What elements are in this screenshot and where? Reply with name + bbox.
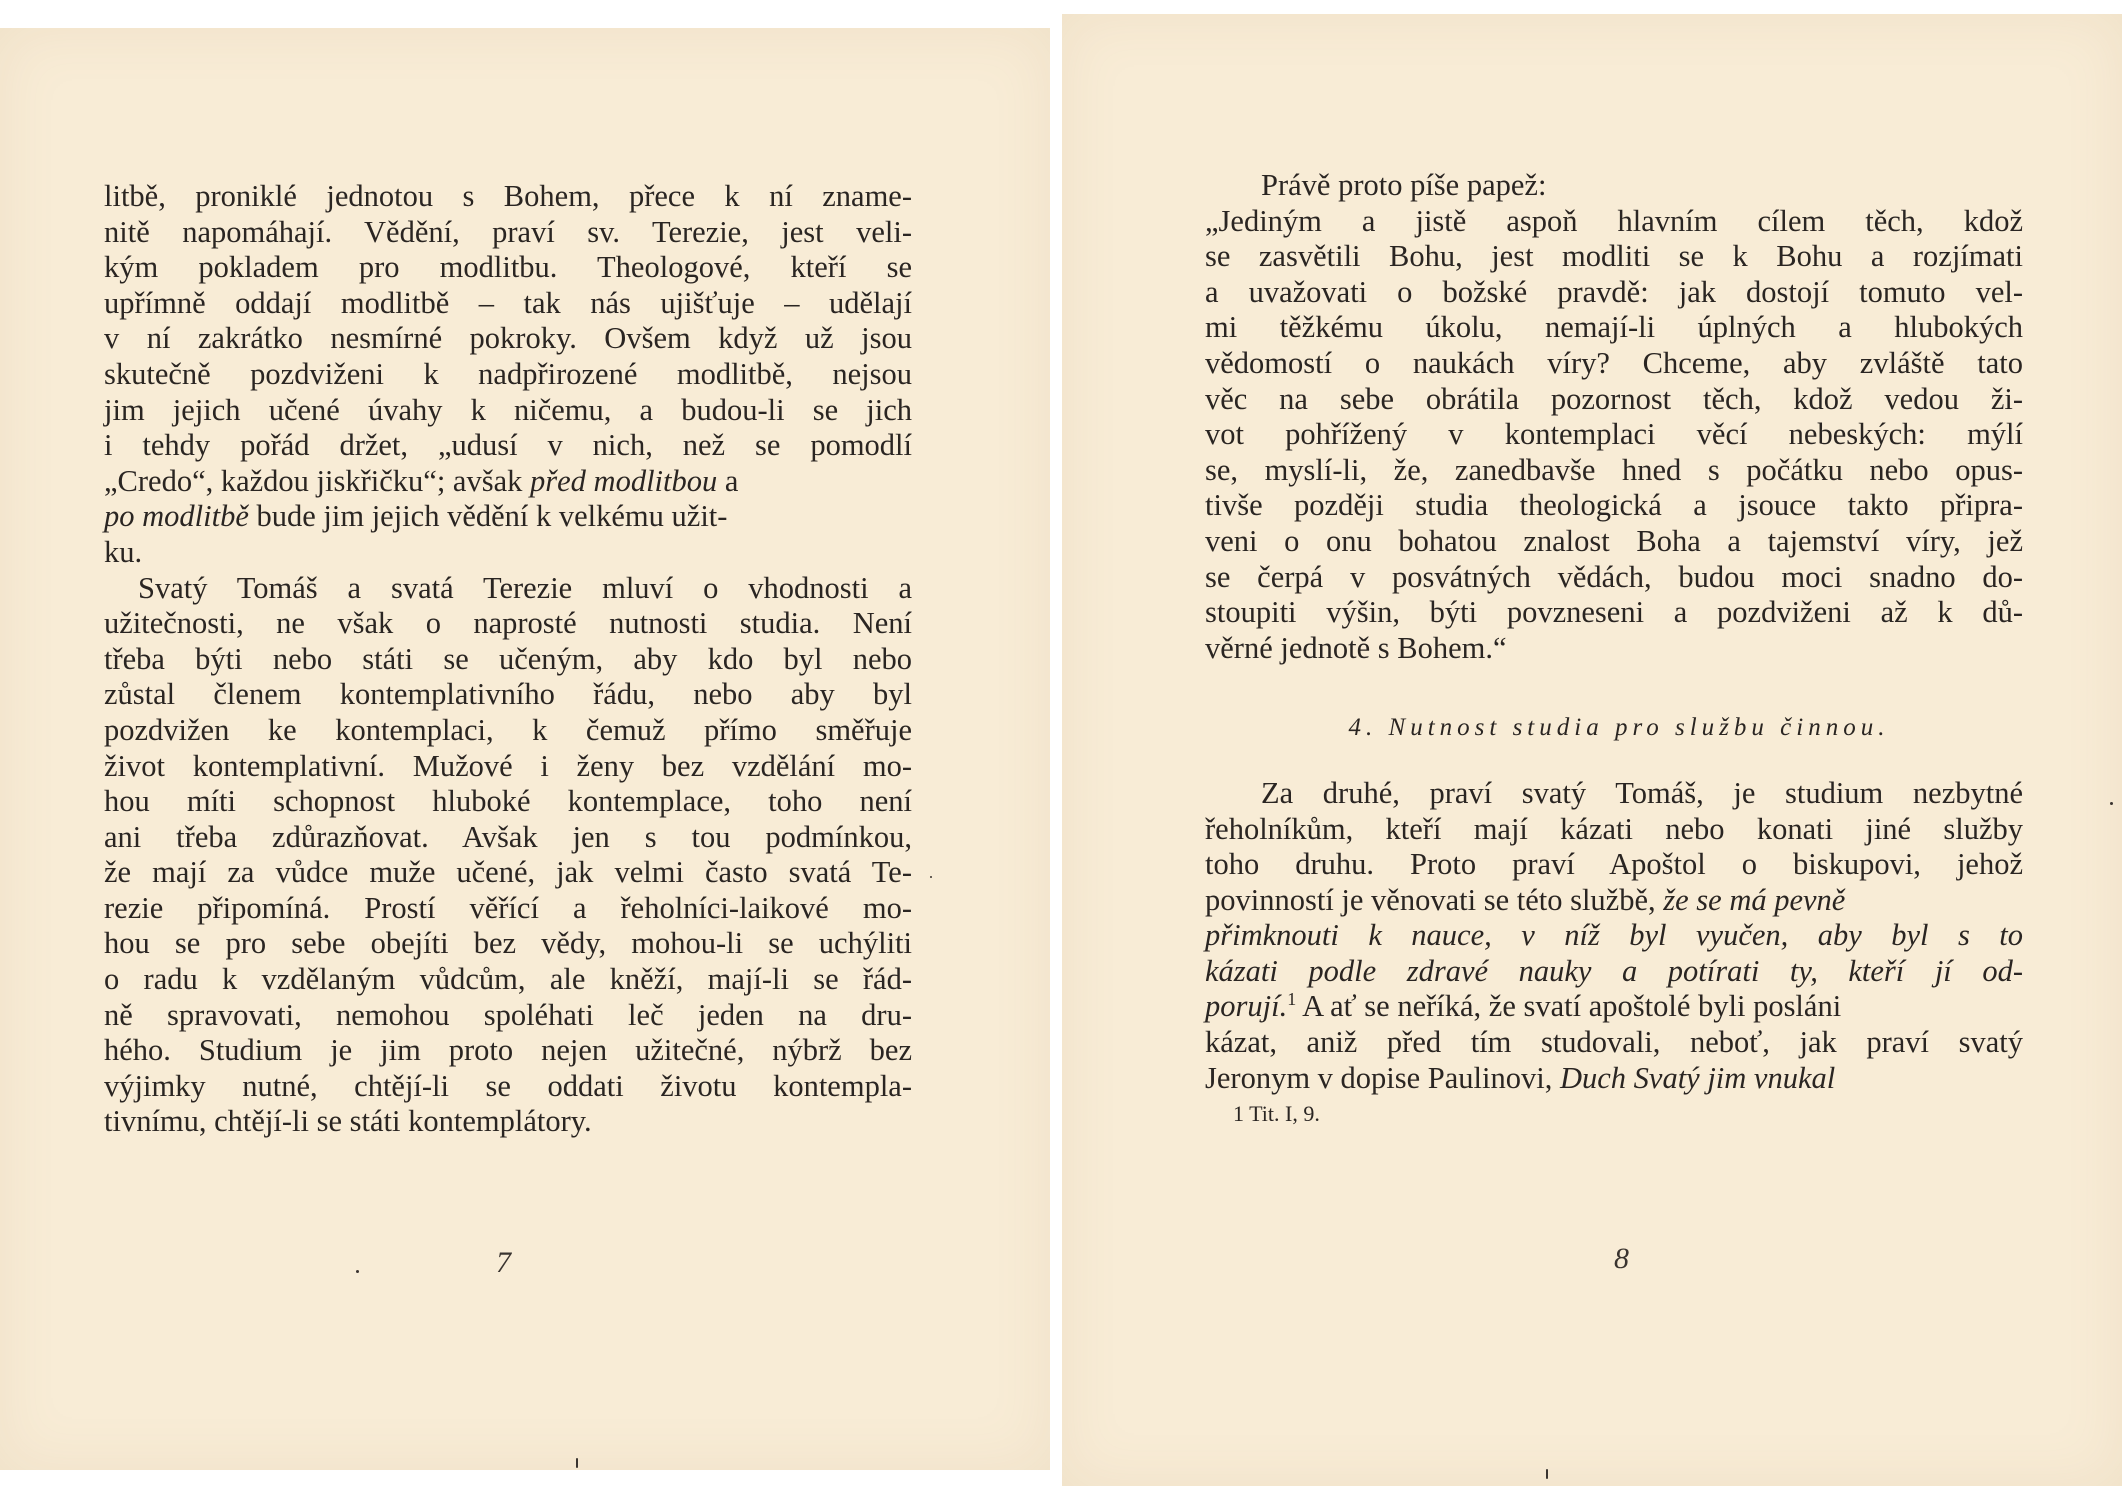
text-line: tivše později studia theologická a jsouce takto připra- bbox=[1205, 488, 2023, 523]
print-speck bbox=[1546, 1469, 1548, 1479]
text-segment: „Credo“, každou jiskřičku“; avšak bbox=[104, 463, 531, 498]
text-line: hého. Studium je jim proto nejen užitečné, nýbrž bez bbox=[104, 1033, 912, 1068]
text-line: hou míti schopnost hluboké kontemplace, toho není bbox=[104, 784, 912, 819]
text-segment: bude jim jejich vědění k velkému užit- bbox=[248, 499, 728, 534]
text-line: kázat, aniž před tím studovali, neboť, jak praví svatý bbox=[1205, 1025, 2023, 1060]
text-line: litbě, proniklé jednotou s Bohem, přece k ní zname- bbox=[104, 179, 912, 213]
text-line bbox=[1205, 1061, 2023, 1097]
text-line: věc na sebe obrátila pozornost těch, kdož vedou ži- bbox=[1205, 381, 2023, 416]
text-line: zůstal členem kontemplativního řádu, nebo aby byl bbox=[104, 677, 912, 712]
text-line: tivnímu, chtějí-li se státi kontemplátory. bbox=[104, 1104, 592, 1139]
italic-phrase: Duch Svatý jim vnukal bbox=[1559, 1060, 1836, 1095]
section-spacer bbox=[1205, 746, 2023, 776]
text-line: Za druhé, praví svatý Tomáš, je studium nezbytné bbox=[1261, 775, 2023, 810]
text-line: že mají za vůdce muže učené, jak velmi často svatá Te- bbox=[104, 855, 912, 890]
text-line: stoupiti výšin, býti povzneseni a pozdviženi až k dů- bbox=[1205, 595, 2023, 630]
text-line: věrné jednotě s Bohem.“ bbox=[1205, 630, 1507, 665]
text-line: kým pokladem pro modlitbu. Theologové, kteří se bbox=[104, 250, 912, 285]
italic-phrase: před modlitbou bbox=[530, 463, 718, 498]
right-page bbox=[1062, 14, 2122, 1486]
text-line: výjimky nutné, chtějí-li se oddati životu kontempla- bbox=[104, 1068, 912, 1103]
text-line: veni o onu bohatou znalost Boha a tajemství víry, jež bbox=[1205, 523, 2023, 558]
text-line: a uvažovati o božské pravdě: jak dostojí tomuto vel- bbox=[1205, 274, 2023, 309]
text-line: přimknouti k nauce, v níž byl vyučen, aby byl s to bbox=[1205, 918, 2023, 953]
footnote bbox=[1205, 1096, 2023, 1132]
text-line: jim jejich učené úvahy k ničemu, a budou-li se jich bbox=[104, 392, 912, 427]
text-line: řeholníkům, kteří mají kázati nebo konati jiné služby bbox=[1205, 811, 2023, 846]
text-line: život kontemplativní. Mužové i ženy bez vzdělání mo- bbox=[104, 748, 912, 783]
text-line: užitečnosti, ne však o naprosté nutnosti studia. Není bbox=[104, 606, 912, 641]
left-page bbox=[0, 28, 1050, 1470]
section-spacer bbox=[1205, 666, 2023, 710]
page-number: 8 bbox=[1614, 1242, 1629, 1275]
text-line: ku. bbox=[104, 534, 143, 569]
print-speck bbox=[2110, 802, 2113, 805]
text-line: se zasvětili Bohu, jest modliti se k Bohu a rozjímati bbox=[1205, 239, 2023, 274]
page-gutter bbox=[1050, 0, 1062, 1500]
text-line: „Jediným a jistě aspoň hlavním cílem těch, kdož bbox=[1205, 203, 2023, 238]
italic-phrase: porují. bbox=[1205, 989, 1288, 1024]
italic-phrase: že se má pevně bbox=[1663, 882, 1846, 917]
text-line: o radu k vzdělaným vůdcům, ale kněží, mají-li se řád- bbox=[104, 962, 912, 997]
text-line: i tehdy pořád držet, „udusí v nich, než se pomodlí bbox=[104, 428, 912, 463]
text-line: se, myslí-li, že, zanedbavše hned s počátku nebo opus- bbox=[1205, 452, 2023, 487]
footnote-number: 1 bbox=[1233, 1101, 1244, 1127]
text-line: se čerpá v posvátných vědách, budou moci snadno do- bbox=[1205, 559, 2023, 594]
text-line: kázati podle zdravé nauky a potírati ty, kteří jí od- bbox=[1205, 953, 2023, 988]
text-line: upřímně oddají modlitbě – tak nás ujišťuje – udělají bbox=[104, 285, 912, 320]
page-number: 7 bbox=[496, 1246, 511, 1279]
text-line: Svatý Tomáš a svatá Terezie mluví o vhodnosti a bbox=[138, 570, 912, 605]
print-speck bbox=[356, 1270, 359, 1273]
text-line: třeba býti nebo státi se učeným, aby kdo byl nebo bbox=[104, 641, 912, 676]
text-segment: povinností je věnovati se této službě, bbox=[1205, 882, 1664, 917]
print-speck bbox=[576, 1458, 578, 1468]
text-line: skutečně pozdviženi k nadpřirozené modlitbě, nejsou bbox=[104, 356, 912, 391]
text-line: ně spravovati, nemohou spoléhati leč jeden na dru- bbox=[104, 997, 912, 1032]
text-line: Právě proto píše papež: bbox=[1261, 168, 1547, 202]
text-segment: A ať se neříká, že svatí apoštolé byli posláni bbox=[1296, 989, 1842, 1024]
section-heading: 4. Nutnost studia pro službu činnou. bbox=[1348, 714, 1890, 742]
text-line: mi těžkému úkolu, nemají-li úplných a hlubokých bbox=[1205, 310, 2023, 345]
text-line: pozdvižen ke kontemplaci, k čemuž přímo směřuje bbox=[104, 712, 912, 747]
text-line: toho druhu. Proto praví Apoštol o biskupovi, jehož bbox=[1205, 847, 2023, 882]
text-line bbox=[104, 464, 912, 500]
text-line: nitě napomáhají. Vědění, praví sv. Terezie, jest veli- bbox=[104, 214, 912, 249]
text-segment: a bbox=[717, 463, 739, 498]
left-page-text bbox=[104, 179, 912, 1140]
text-line: v ní zakrátko nesmírné pokroky. Ovšem když už jsou bbox=[104, 321, 912, 356]
footnote-text: Tit. I, 9. bbox=[1249, 1101, 1320, 1127]
text-line: ani třeba zdůrazňovat. Avšak jen s tou podmínkou, bbox=[104, 819, 912, 854]
text-line bbox=[1205, 883, 2023, 919]
text-line: hou se pro sebe obejíti bez vědy, mohou-li se uchýliti bbox=[104, 926, 912, 961]
italic-phrase: po modlitbě bbox=[104, 499, 249, 534]
footnote-marker: 1 bbox=[1287, 989, 1297, 1010]
text-line: vot pohřížený v kontemplaci věcí nebeských: mýlí bbox=[1205, 417, 2023, 452]
print-speck bbox=[930, 876, 932, 878]
text-line bbox=[1205, 989, 2023, 1025]
text-line: vědomostí o naukách víry? Chceme, aby zvláště tato bbox=[1205, 345, 2023, 380]
text-segment: Jeronym v dopise Paulinovi, bbox=[1205, 1060, 1560, 1095]
text-line bbox=[104, 499, 912, 535]
text-line: rezie připomíná. Prostí věřící a řeholníci-laikové mo- bbox=[104, 890, 912, 925]
right-page-text bbox=[1205, 168, 2023, 1132]
